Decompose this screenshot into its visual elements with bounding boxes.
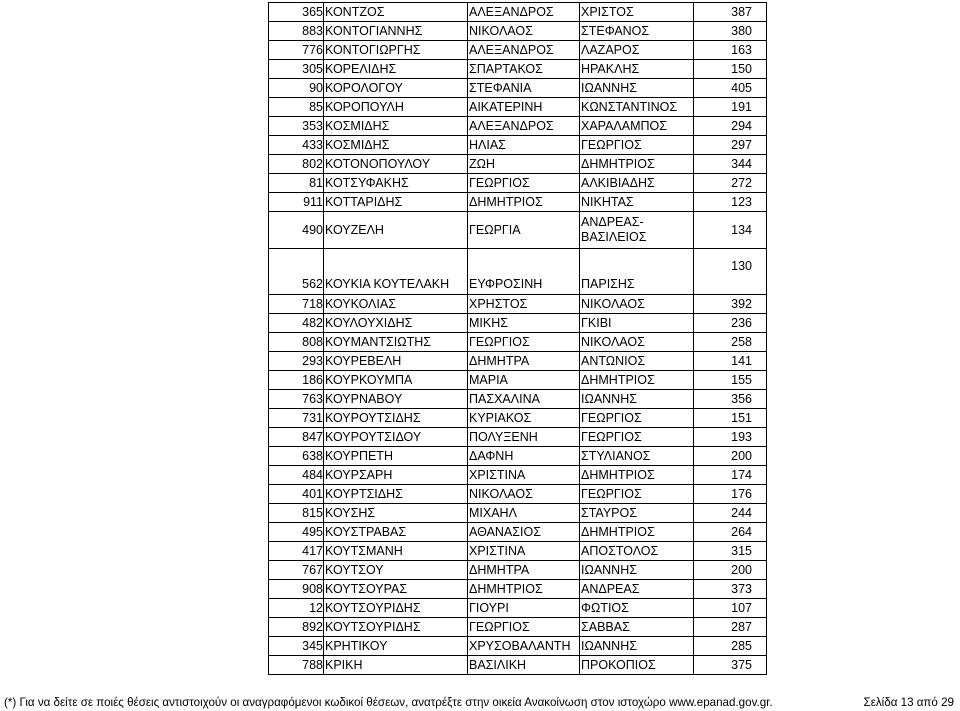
- cell-father-name: ΔΗΜΗΤΡΙΟΣ: [580, 371, 694, 390]
- cell-first-name: ΜΑΡΙΑ: [468, 371, 580, 390]
- cell-position-code: 305: [269, 60, 324, 79]
- cell-first-name: ΔΗΜΗΤΡΙΟΣ: [468, 193, 580, 212]
- cell-first-name: ΓΕΩΡΓΙΟΣ: [468, 333, 580, 352]
- cell-father-name: ΣΤΕΦΑΝΟΣ: [580, 22, 694, 41]
- cell-surname: ΚΡΗΤΙΚΟΥ: [324, 637, 468, 656]
- cell-first-name: ΗΛΙΑΣ: [468, 136, 580, 155]
- cell-position-code: 892: [269, 618, 324, 637]
- cell-position-code: 562: [269, 249, 324, 295]
- cell-surname: ΚΟΥΚΙΑ ΚΟΥΤΕΛΑΚΗ: [324, 249, 468, 295]
- cell-surname: ΚΟΝΤΟΓΙΩΡΓΗΣ: [324, 41, 468, 60]
- cell-score: 380: [694, 22, 767, 41]
- cell-position-code: 763: [269, 390, 324, 409]
- table-row: [269, 561, 767, 580]
- cell-father-name: ΗΡΑΚΛΗΣ: [580, 60, 694, 79]
- cell-first-name: ΔΗΜΗΤΡΑ: [468, 561, 580, 580]
- cell-position-code: 815: [269, 504, 324, 523]
- cell-score: 272: [694, 174, 767, 193]
- table-row: [269, 174, 767, 193]
- cell-position-code: 433: [269, 136, 324, 155]
- cell-first-name: ΔΗΜΗΤΡΙΟΣ: [468, 580, 580, 599]
- cell-first-name: ΑΛΕΞΑΝΔΡΟΣ: [468, 41, 580, 60]
- cell-first-name: ΝΙΚΟΛΑΟΣ: [468, 22, 580, 41]
- cell-surname: ΚΟΥΡΚΟΥΜΠΑ: [324, 371, 468, 390]
- cell-first-name: ΒΑΣΙΛΙΚΗ: [468, 656, 580, 675]
- cell-father-name: ΓΕΩΡΓΙΟΣ: [580, 136, 694, 155]
- cell-score: 294: [694, 117, 767, 136]
- cell-position-code: 731: [269, 409, 324, 428]
- cell-surname: ΚΟΣΜΙΔΗΣ: [324, 136, 468, 155]
- table-row: [269, 390, 767, 409]
- cell-surname: ΚΟΥΚΟΛΙΑΣ: [324, 295, 468, 314]
- cell-first-name: ΝΙΚΟΛΑΟΣ: [468, 485, 580, 504]
- cell-score: 315: [694, 542, 767, 561]
- cell-father-name: ΓΕΩΡΓΙΟΣ: [580, 485, 694, 504]
- cell-position-code: 293: [269, 352, 324, 371]
- table-row: [269, 580, 767, 599]
- cell-surname: ΚΡΙΚΗ: [324, 656, 468, 675]
- cell-surname: ΚΟΥΛΟΥΧΙΔΗΣ: [324, 314, 468, 333]
- cell-position-code: 353: [269, 117, 324, 136]
- cell-first-name: ΑΘΑΝΑΣΙΟΣ: [468, 523, 580, 542]
- table-row: [269, 314, 767, 333]
- cell-father-name: ΚΩΝΣΤΑΝΤΙΝΟΣ: [580, 98, 694, 117]
- cell-position-code: 365: [269, 3, 324, 22]
- cell-surname: ΚΟΥΡΟΥΤΣΙΔΗΣ: [324, 409, 468, 428]
- cell-first-name: ΔΑΦΝΗ: [468, 447, 580, 466]
- table-row: [269, 618, 767, 637]
- cell-position-code: 482: [269, 314, 324, 333]
- cell-score: 344: [694, 155, 767, 174]
- cell-score: 200: [694, 561, 767, 580]
- cell-surname: ΚΟΥΡΕΒΕΛΗ: [324, 352, 468, 371]
- cell-first-name: ΠΟΛΥΞΕΝΗ: [468, 428, 580, 447]
- cell-first-name: ΓΕΩΡΓΙΟΣ: [468, 618, 580, 637]
- table-row: [269, 3, 767, 22]
- cell-score: 236: [694, 314, 767, 333]
- cell-first-name: ΖΩΗ: [468, 155, 580, 174]
- cell-surname: ΚΟΝΤΖΟΣ: [324, 3, 468, 22]
- results-table-body: [269, 3, 767, 675]
- cell-surname: ΚΟΥΡΟΥΤΣΙΔΟΥ: [324, 428, 468, 447]
- cell-father-name: ΛΑΖΑΡΟΣ: [580, 41, 694, 60]
- cell-position-code: 417: [269, 542, 324, 561]
- table-row: [269, 333, 767, 352]
- cell-first-name: ΧΡΙΣΤΙΝΑ: [468, 466, 580, 485]
- cell-first-name: ΣΠΑΡΤΑΚΟΣ: [468, 60, 580, 79]
- cell-father-name: ΔΗΜΗΤΡΙΟΣ: [580, 155, 694, 174]
- table-row: [269, 117, 767, 136]
- cell-first-name: ΓΕΩΡΓΙΟΣ: [468, 174, 580, 193]
- cell-position-code: 883: [269, 22, 324, 41]
- table-row: [269, 371, 767, 390]
- cell-score: 297: [694, 136, 767, 155]
- cell-score: 150: [694, 60, 767, 79]
- cell-position-code: 401: [269, 485, 324, 504]
- cell-first-name: ΑΛΕΞΑΝΔΡΟΣ: [468, 3, 580, 22]
- table-row: [269, 504, 767, 523]
- cell-score: 356: [694, 390, 767, 409]
- cell-first-name: ΜΙΧΑΗΛ: [468, 504, 580, 523]
- cell-father-name: ΝΙΚΗΤΑΣ: [580, 193, 694, 212]
- footer-note: (*) Για να δείτε σε ποιές θέσεις αντιστοιχούν οι αναγραφόμενοι κωδικοί θέσεων, ανατρέξτε στην οικεία Ανακοίνωση στον ιστοχώρο www.epanad.gov.gr.: [4, 696, 773, 709]
- cell-first-name: ΧΡΥΣΟΒΑΛΑΝΤΗ: [468, 637, 580, 656]
- cell-score: 387: [694, 3, 767, 22]
- cell-position-code: 908: [269, 580, 324, 599]
- table-row: [269, 98, 767, 117]
- cell-first-name: ΠΑΣΧΑΛΙΝΑ: [468, 390, 580, 409]
- cell-position-code: 808: [269, 333, 324, 352]
- cell-first-name: ΣΤΕΦΑΝΙΑ: [468, 79, 580, 98]
- cell-position-code: 490: [269, 212, 324, 249]
- cell-surname: ΚΟΥΜΑΝΤΣΙΩΤΗΣ: [324, 333, 468, 352]
- cell-position-code: 638: [269, 447, 324, 466]
- cell-father-name: ΠΑΡΙΣΗΣ: [580, 249, 694, 295]
- cell-first-name: ΧΡΙΣΤΙΝΑ: [468, 542, 580, 561]
- cell-position-code: 802: [269, 155, 324, 174]
- table-row: [269, 155, 767, 174]
- cell-first-name: ΑΙΚΑΤΕΡΙΝΗ: [468, 98, 580, 117]
- table-row: [269, 295, 767, 314]
- cell-father-name: ΣΑΒΒΑΣ: [580, 618, 694, 637]
- cell-score: 107: [694, 599, 767, 618]
- table-row: [269, 447, 767, 466]
- cell-first-name: ΓΕΩΡΓΙΑ: [468, 212, 580, 249]
- cell-surname: ΚΟΥΖΕΛΗ: [324, 212, 468, 249]
- cell-score: 373: [694, 580, 767, 599]
- cell-score: 141: [694, 352, 767, 371]
- cell-father-name: ΝΙΚΟΛΑΟΣ: [580, 333, 694, 352]
- cell-position-code: 484: [269, 466, 324, 485]
- table-row: [269, 428, 767, 447]
- cell-father-name: ΔΗΜΗΤΡΙΟΣ: [580, 466, 694, 485]
- cell-father-name: ΠΡΟΚΟΠΙΟΣ: [580, 656, 694, 675]
- cell-first-name: ΕΥΦΡΟΣΙΝΗ: [468, 249, 580, 295]
- cell-surname: ΚΟΥΡΤΣΙΔΗΣ: [324, 485, 468, 504]
- cell-first-name: ΚΥΡΙΑΚΟΣ: [468, 409, 580, 428]
- cell-score: 200: [694, 447, 767, 466]
- cell-score: 193: [694, 428, 767, 447]
- cell-first-name: ΔΗΜΗΤΡΑ: [468, 352, 580, 371]
- cell-father-name: ΙΩΑΝΝΗΣ: [580, 390, 694, 409]
- cell-position-code: 81: [269, 174, 324, 193]
- cell-surname: ΚΟΡΟΛΟΓΟΥ: [324, 79, 468, 98]
- cell-father-name: ΓΚΙΒΙ: [580, 314, 694, 333]
- table-row: [269, 352, 767, 371]
- table-row: [269, 60, 767, 79]
- cell-surname: ΚΟΥΤΣΟΥ: [324, 561, 468, 580]
- cell-father-name: ΔΗΜΗΤΡΙΟΣ: [580, 523, 694, 542]
- table-row: [269, 193, 767, 212]
- cell-position-code: 788: [269, 656, 324, 675]
- cell-first-name: ΧΡΗΣΤΟΣ: [468, 295, 580, 314]
- cell-score: 174: [694, 466, 767, 485]
- table-row: [269, 485, 767, 504]
- cell-surname: ΚΟΥΣΗΣ: [324, 504, 468, 523]
- table-row: [269, 136, 767, 155]
- cell-father-name: ΧΑΡΑΛΑΜΠΟΣ: [580, 117, 694, 136]
- cell-father-name: ΑΝΔΡΕΑΣ: [580, 580, 694, 599]
- cell-father-name: ΙΩΑΝΝΗΣ: [580, 637, 694, 656]
- cell-father-name: ΦΩΤΙΟΣ: [580, 599, 694, 618]
- cell-surname: ΚΟΥΡΣΑΡΗ: [324, 466, 468, 485]
- cell-score: 163: [694, 41, 767, 60]
- table-row: [269, 542, 767, 561]
- page-number: Σελίδα 13 από 29: [863, 696, 954, 709]
- cell-surname: ΚΟΥΤΣΜΑΝΗ: [324, 542, 468, 561]
- cell-father-name: ΙΩΑΝΝΗΣ: [580, 79, 694, 98]
- cell-score: 392: [694, 295, 767, 314]
- cell-position-code: 186: [269, 371, 324, 390]
- cell-position-code: 12: [269, 599, 324, 618]
- cell-father-name: ΧΡΙΣΤΟΣ: [580, 3, 694, 22]
- cell-score: 264: [694, 523, 767, 542]
- cell-father-name: ΑΝΤΩΝΙΟΣ: [580, 352, 694, 371]
- table-row: [269, 656, 767, 675]
- cell-surname: ΚΟΡΕΛΙΔΗΣ: [324, 60, 468, 79]
- cell-surname: ΚΟΥΡΠΕΤΗ: [324, 447, 468, 466]
- cell-score: 244: [694, 504, 767, 523]
- cell-position-code: 495: [269, 523, 324, 542]
- cell-father-name: ΓΕΩΡΓΙΟΣ: [580, 409, 694, 428]
- cell-score: 191: [694, 98, 767, 117]
- cell-surname: ΚΟΡΟΠΟΥΛΗ: [324, 98, 468, 117]
- table-row: [269, 79, 767, 98]
- cell-first-name: ΜΙΚΗΣ: [468, 314, 580, 333]
- cell-father-name: ΣΤΥΛΙΑΝΟΣ: [580, 447, 694, 466]
- cell-score: 285: [694, 637, 767, 656]
- cell-father-name: ΝΙΚΟΛΑΟΣ: [580, 295, 694, 314]
- cell-surname: ΚΟΣΜΙΔΗΣ: [324, 117, 468, 136]
- cell-position-code: 847: [269, 428, 324, 447]
- table-row: [269, 22, 767, 41]
- cell-score: 405: [694, 79, 767, 98]
- cell-position-code: 90: [269, 79, 324, 98]
- cell-score: 130: [694, 249, 767, 295]
- page-footer: [0, 695, 960, 711]
- cell-surname: ΚΟΥΣΤΡΑΒΑΣ: [324, 523, 468, 542]
- cell-father-name: ΑΛΚΙΒΙΑΔΗΣ: [580, 174, 694, 193]
- cell-score: 287: [694, 618, 767, 637]
- cell-surname: ΚΟΝΤΟΓΙΑΝΝΗΣ: [324, 22, 468, 41]
- cell-surname: ΚΟΤΤΑΡΙΔΗΣ: [324, 193, 468, 212]
- cell-score: 151: [694, 409, 767, 428]
- cell-father-name: ΑΝΔΡΕΑΣ- ΒΑΣΙΛΕΙΟΣ: [580, 212, 694, 249]
- cell-surname: ΚΟΤΟΝΟΠΟΥΛΟΥ: [324, 155, 468, 174]
- cell-position-code: 911: [269, 193, 324, 212]
- table-row: [269, 523, 767, 542]
- cell-score: 134: [694, 212, 767, 249]
- table-row: [269, 409, 767, 428]
- table-row: [269, 249, 767, 295]
- cell-father-name: ΙΩΑΝΝΗΣ: [580, 561, 694, 580]
- cell-position-code: 776: [269, 41, 324, 60]
- table-row: [269, 41, 767, 60]
- cell-position-code: 718: [269, 295, 324, 314]
- cell-surname: ΚΟΤΣΥΦΑΚΗΣ: [324, 174, 468, 193]
- cell-father-name: ΣΤΑΥΡΟΣ: [580, 504, 694, 523]
- cell-position-code: 345: [269, 637, 324, 656]
- cell-surname: ΚΟΥΤΣΟΥΡΙΔΗΣ: [324, 618, 468, 637]
- cell-score: 123: [694, 193, 767, 212]
- cell-score: 176: [694, 485, 767, 504]
- cell-position-code: 85: [269, 98, 324, 117]
- cell-surname: ΚΟΥΤΣΟΥΡΑΣ: [324, 580, 468, 599]
- cell-score: 375: [694, 656, 767, 675]
- cell-first-name: ΓΙΟΥΡΙ: [468, 599, 580, 618]
- cell-position-code: 767: [269, 561, 324, 580]
- table-row: [269, 212, 767, 249]
- cell-first-name: ΑΛΕΞΑΝΔΡΟΣ: [468, 117, 580, 136]
- table-row: [269, 466, 767, 485]
- table-row: [269, 637, 767, 656]
- cell-score: 155: [694, 371, 767, 390]
- cell-father-name: ΑΠΟΣΤΟΛΟΣ: [580, 542, 694, 561]
- cell-surname: ΚΟΥΤΣΟΥΡΙΔΗΣ: [324, 599, 468, 618]
- table-row: [269, 599, 767, 618]
- cell-father-name: ΓΕΩΡΓΙΟΣ: [580, 428, 694, 447]
- cell-score: 258: [694, 333, 767, 352]
- results-table: [268, 2, 767, 675]
- cell-surname: ΚΟΥΡΝΑΒΟΥ: [324, 390, 468, 409]
